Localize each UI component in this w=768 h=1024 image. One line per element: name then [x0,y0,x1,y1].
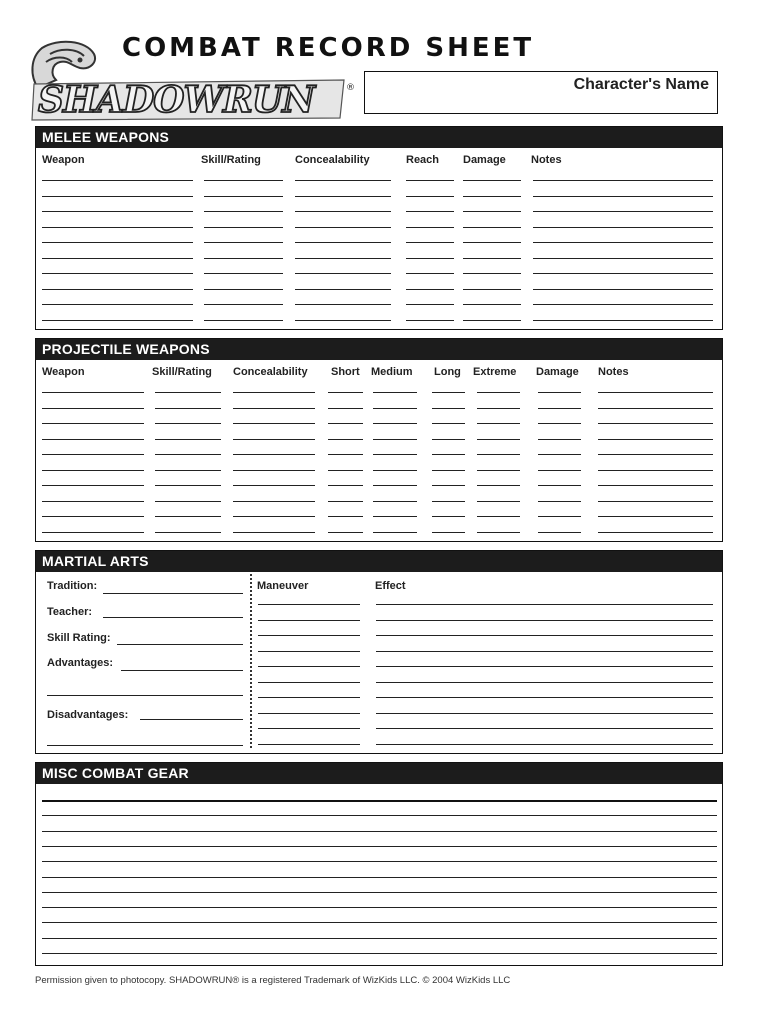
writing-line[interactable] [598,470,713,471]
proj-col-weapon: Weapon [42,366,85,378]
writing-line[interactable] [432,392,465,393]
writing-line[interactable] [463,242,521,243]
writing-line[interactable] [258,635,360,636]
writing-line[interactable] [295,242,391,243]
writing-line[interactable] [233,454,315,455]
writing-line[interactable] [42,196,193,197]
advantages-field-line-2[interactable] [47,695,243,696]
writing-line[interactable] [477,516,520,517]
writing-line[interactable] [538,423,581,424]
writing-line[interactable] [295,273,391,274]
writing-line[interactable] [477,408,520,409]
skill-rating-label: Skill Rating: [47,632,111,644]
writing-line[interactable] [477,454,520,455]
writing-line[interactable] [538,408,581,409]
writing-line[interactable] [258,744,360,745]
proj-col-short: Short [331,366,360,378]
writing-line[interactable] [328,516,363,517]
character-name-field[interactable] [364,71,718,114]
effect-column-header: Effect [375,580,406,592]
writing-line[interactable] [155,516,221,517]
writing-line[interactable] [295,320,391,321]
writing-line[interactable] [376,697,713,698]
writing-line[interactable] [233,516,315,517]
writing-line[interactable] [533,227,713,228]
writing-line[interactable] [598,485,713,486]
writing-line[interactable] [538,485,581,486]
writing-line[interactable] [477,392,520,393]
writing-line[interactable] [204,258,283,259]
writing-line[interactable] [155,501,221,502]
writing-line[interactable] [328,392,363,393]
writing-line[interactable] [42,289,193,290]
melee-col-reach: Reach [406,154,440,166]
writing-line[interactable] [376,604,713,605]
melee-col-skill: Skill/Rating [201,154,261,166]
tradition-label: Tradition: [47,580,98,592]
writing-line[interactable] [533,258,713,259]
writing-line[interactable] [204,227,283,228]
writing-line[interactable] [376,651,713,652]
advantages-label: Advantages: [47,657,114,669]
writing-line[interactable] [258,604,360,605]
writing-line[interactable] [406,304,454,305]
projectile-weapons-heading: PROJECTILE WEAPONS [36,339,722,360]
advantages-field[interactable] [121,670,243,671]
skill-rating-field[interactable] [117,644,243,645]
writing-line[interactable] [328,501,363,502]
teacher-label: Teacher: [47,606,93,618]
maneuver-column-header: Maneuver [257,580,309,592]
disadvantages-label: Disadvantages: [47,709,129,721]
writing-line[interactable] [42,408,144,409]
writing-line[interactable] [373,470,417,471]
writing-line[interactable] [42,846,717,847]
writing-line[interactable] [373,439,417,440]
writing-line[interactable] [376,728,713,729]
writing-line[interactable] [373,423,417,424]
writing-line[interactable] [376,635,713,636]
writing-line[interactable] [328,532,363,533]
logo-text: SHADOWRUN [38,79,315,121]
writing-line[interactable] [598,408,713,409]
writing-line[interactable] [42,861,717,862]
dotted-divider [250,574,252,748]
writing-line[interactable] [477,423,520,424]
writing-line[interactable] [328,454,363,455]
writing-line[interactable] [477,470,520,471]
writing-line[interactable] [432,485,465,486]
writing-line[interactable] [463,320,521,321]
writing-line[interactable] [533,289,713,290]
writing-line[interactable] [204,320,283,321]
melee-weapons-heading: MELEE WEAPONS [36,127,722,148]
writing-line[interactable] [233,485,315,486]
writing-line[interactable] [463,227,521,228]
writing-line[interactable] [42,227,193,228]
writing-line[interactable] [258,713,360,714]
writing-line[interactable] [463,211,521,212]
writing-line[interactable] [155,470,221,471]
writing-line[interactable] [233,439,315,440]
writing-line[interactable] [406,227,454,228]
writing-line[interactable] [328,439,363,440]
writing-line[interactable] [295,227,391,228]
writing-line[interactable] [42,938,717,939]
proj-col-medium: Medium [371,366,413,378]
writing-line[interactable] [155,532,221,533]
writing-line[interactable] [155,485,221,486]
proj-col-long: Long [434,366,461,378]
writing-line[interactable] [376,620,713,621]
melee-weapons-section [35,126,723,330]
misc-combat-gear-section [35,762,723,966]
writing-line[interactable] [295,258,391,259]
writing-line[interactable] [42,211,193,212]
melee-col-damage: Damage [463,154,506,166]
writing-line[interactable] [406,258,454,259]
writing-line[interactable] [233,470,315,471]
tradition-field[interactable] [103,593,243,594]
writing-line[interactable] [204,211,283,212]
writing-line[interactable] [42,320,193,321]
writing-line[interactable] [538,501,581,502]
writing-line[interactable] [204,196,283,197]
teacher-field[interactable] [103,617,243,618]
proj-col-skill: Skill/Rating [152,366,212,378]
writing-line[interactable] [533,304,713,305]
writing-line[interactable] [295,289,391,290]
writing-line[interactable] [233,501,315,502]
writing-line[interactable] [373,392,417,393]
writing-line[interactable] [42,892,717,893]
writing-line[interactable] [373,408,417,409]
writing-line[interactable] [373,532,417,533]
writing-line[interactable] [204,273,283,274]
writing-line[interactable] [406,211,454,212]
writing-line[interactable] [376,713,713,714]
writing-line[interactable] [463,304,521,305]
writing-line[interactable] [233,423,315,424]
writing-line[interactable] [258,728,360,729]
writing-line[interactable] [463,180,521,181]
writing-line[interactable] [406,320,454,321]
writing-line[interactable] [432,408,465,409]
writing-line[interactable] [42,532,144,533]
writing-line[interactable] [533,320,713,321]
writing-line[interactable] [295,211,391,212]
writing-line[interactable] [463,273,521,274]
martial-arts-heading: MARTIAL ARTS [36,551,722,572]
writing-line[interactable] [42,831,717,832]
writing-line[interactable] [406,196,454,197]
footer-copyright: Permission given to photocopy. SHADOWRUN® is a registered Trademark of WizKids LLC. © 2004 WizKids LLC [35,975,511,986]
writing-line[interactable] [477,485,520,486]
writing-line[interactable] [533,180,713,181]
writing-line[interactable] [42,242,193,243]
writing-line[interactable] [376,744,713,745]
writing-line[interactable] [295,180,391,181]
disadvantages-field[interactable] [140,719,243,720]
writing-line[interactable] [538,439,581,440]
writing-line[interactable] [406,180,454,181]
writing-line[interactable] [533,242,713,243]
writing-line[interactable] [258,697,360,698]
writing-line[interactable] [155,408,221,409]
writing-line[interactable] [42,180,193,181]
writing-line[interactable] [233,392,315,393]
writing-line[interactable] [204,304,283,305]
writing-line[interactable] [42,877,717,878]
writing-line[interactable] [328,485,363,486]
writing-line[interactable] [598,516,713,517]
writing-line[interactable] [432,501,465,502]
writing-line[interactable] [204,289,283,290]
writing-line[interactable] [42,907,717,908]
proj-col-notes: Notes [598,366,629,378]
writing-line[interactable] [42,273,193,274]
melee-col-concealability: Concealability [295,154,370,166]
writing-line[interactable] [477,439,520,440]
martial-arts-section [35,550,723,754]
writing-line[interactable] [155,392,221,393]
writing-line[interactable] [432,454,465,455]
writing-line[interactable] [533,196,713,197]
writing-line[interactable] [42,516,144,517]
writing-line[interactable] [598,454,713,455]
writing-line[interactable] [328,408,363,409]
writing-line[interactable] [432,516,465,517]
writing-line[interactable] [432,470,465,471]
proj-col-extreme: Extreme [473,366,517,378]
writing-line[interactable] [463,258,521,259]
writing-line[interactable] [42,454,144,455]
writing-line[interactable] [373,454,417,455]
writing-line[interactable] [42,800,717,802]
writing-line[interactable] [258,620,360,621]
writing-line[interactable] [533,273,713,274]
writing-line[interactable] [432,423,465,424]
writing-line[interactable] [477,501,520,502]
writing-line[interactable] [42,423,144,424]
writing-line[interactable] [328,423,363,424]
melee-col-notes: Notes [531,154,562,166]
writing-line[interactable] [42,485,144,486]
writing-line[interactable] [42,470,144,471]
writing-line[interactable] [538,470,581,471]
proj-col-damage: Damage [536,366,579,378]
writing-line[interactable] [42,501,144,502]
writing-line[interactable] [373,485,417,486]
writing-line[interactable] [598,501,713,502]
writing-line[interactable] [295,196,391,197]
writing-line[interactable] [42,304,193,305]
writing-line[interactable] [155,454,221,455]
writing-line[interactable] [406,289,454,290]
writing-line[interactable] [598,532,713,533]
page-title: COMBAT RECORD SHEET [122,33,535,63]
registered-mark: ® [346,83,355,93]
writing-line[interactable] [233,532,315,533]
writing-line[interactable] [328,470,363,471]
shadowrun-logo [28,40,358,122]
character-name-label: Character's Name [573,76,709,93]
writing-line[interactable] [258,666,360,667]
writing-line[interactable] [233,408,315,409]
writing-line[interactable] [376,682,713,683]
writing-line[interactable] [432,532,465,533]
writing-line[interactable] [463,289,521,290]
writing-line[interactable] [42,392,144,393]
writing-line[interactable] [373,501,417,502]
writing-line[interactable] [533,211,713,212]
disadvantages-field-line-2[interactable] [47,745,243,746]
writing-line[interactable] [42,439,144,440]
writing-line[interactable] [477,532,520,533]
misc-combat-gear-heading: MISC COMBAT GEAR [36,763,722,784]
writing-line[interactable] [373,516,417,517]
writing-line[interactable] [376,666,713,667]
writing-line[interactable] [42,953,717,954]
writing-line[interactable] [598,392,713,393]
writing-line[interactable] [406,273,454,274]
writing-line[interactable] [538,532,581,533]
writing-line[interactable] [155,423,221,424]
proj-col-concealability: Concealability [233,366,308,378]
writing-line[interactable] [258,651,360,652]
writing-line[interactable] [42,922,717,923]
writing-line[interactable] [204,242,283,243]
writing-line[interactable] [538,392,581,393]
writing-line[interactable] [42,258,193,259]
writing-line[interactable] [463,196,521,197]
writing-line[interactable] [432,439,465,440]
melee-col-weapon: Weapon [42,154,85,166]
writing-line[interactable] [295,304,391,305]
writing-line[interactable] [204,180,283,181]
writing-line[interactable] [42,815,717,816]
writing-line[interactable] [598,439,713,440]
writing-line[interactable] [538,454,581,455]
writing-line[interactable] [538,516,581,517]
writing-line[interactable] [406,242,454,243]
writing-line[interactable] [598,423,713,424]
projectile-weapons-section [35,338,723,542]
writing-line[interactable] [155,439,221,440]
writing-line[interactable] [258,682,360,683]
